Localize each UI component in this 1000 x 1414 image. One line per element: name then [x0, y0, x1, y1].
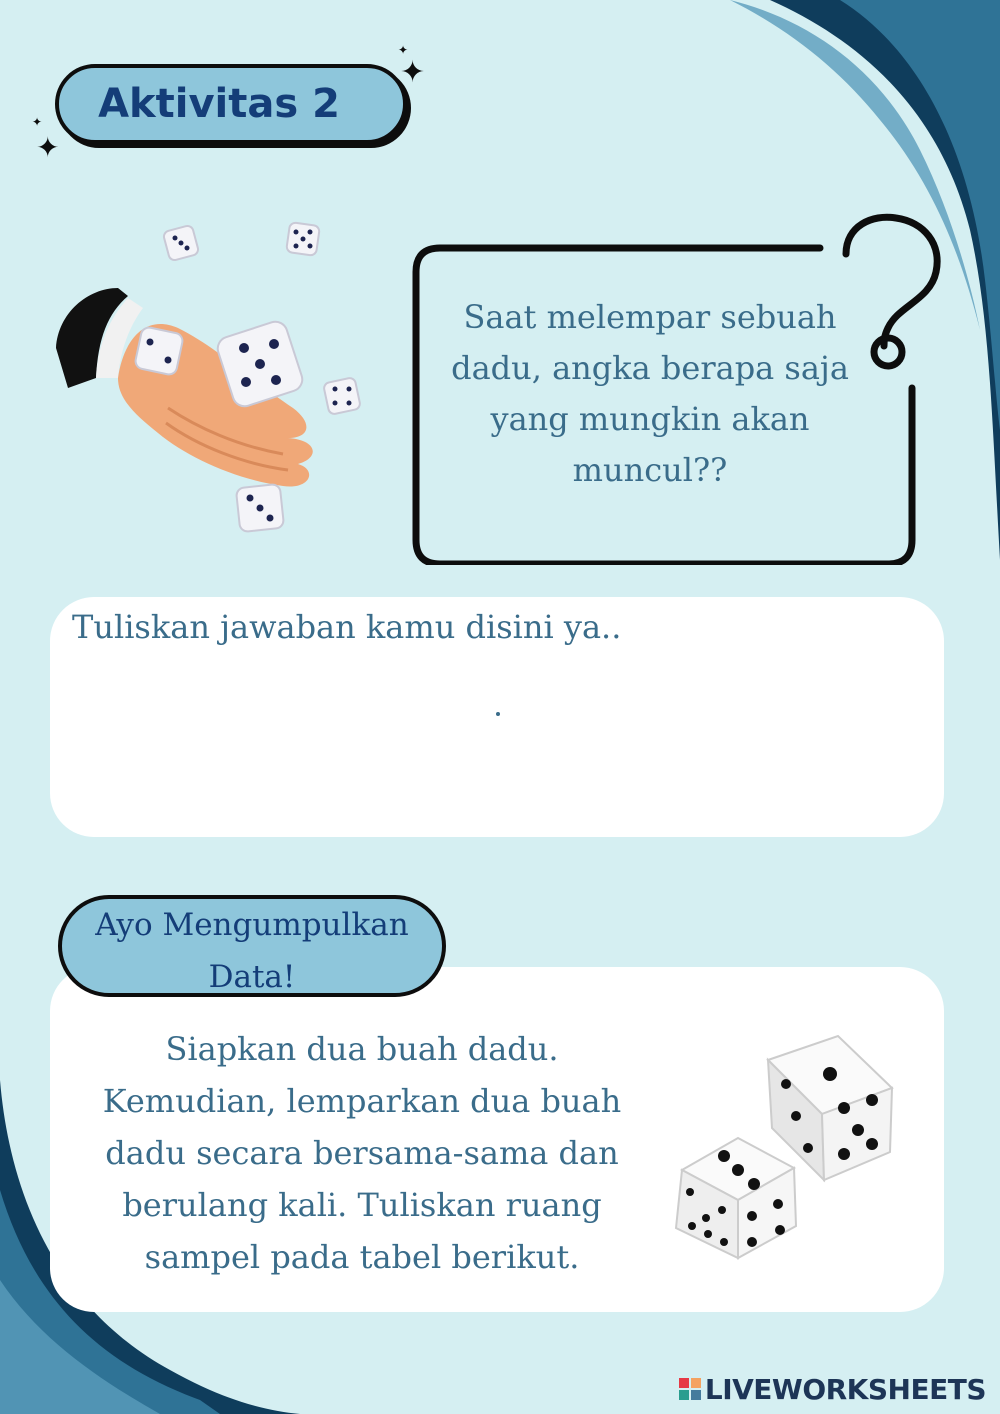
die-icon	[134, 326, 184, 376]
data-section-title-line1: Ayo Mengumpulkan	[95, 907, 409, 943]
sparkle-icon: ✦	[32, 115, 43, 129]
sparkle-icon: ✦	[398, 43, 409, 57]
die-icon	[323, 377, 361, 415]
sparkle-icon: ✦	[400, 55, 426, 90]
sparkle-icon: ✦	[36, 131, 60, 164]
die-icon	[676, 1138, 796, 1258]
die-icon	[163, 225, 200, 262]
liveworksheets-logo-icon	[679, 1378, 701, 1400]
die-icon	[286, 222, 320, 256]
data-section-title	[58, 899, 446, 1003]
two-dice-illustration	[668, 1030, 898, 1260]
activity-title: Aktivitas 2	[98, 81, 340, 127]
answer-placeholder-dot	[496, 712, 500, 716]
data-section-title-line2: Data!	[208, 959, 296, 995]
hand-throwing-dice-illustration	[48, 218, 368, 538]
liveworksheets-logo	[679, 1372, 986, 1406]
die-icon	[236, 484, 284, 532]
die-icon	[768, 1036, 892, 1180]
data-instruction-text: Siapkan dua buah dadu. Kemudian, lemparkan dua buah dadu secara bersama-sama dan berulang kali. Tuliskan ruang sampel pada tabel berikut.	[102, 1030, 622, 1276]
answer-prompt-label: Tuliskan jawaban kamu disini ya..	[72, 608, 622, 646]
liveworksheets-brand: LIVEWORKSHEETS	[704, 1372, 986, 1406]
question-text: Saat melempar sebuah dadu, angka berapa saja yang mungkin akan muncul??	[451, 298, 849, 489]
activity-title-badge	[55, 64, 407, 144]
